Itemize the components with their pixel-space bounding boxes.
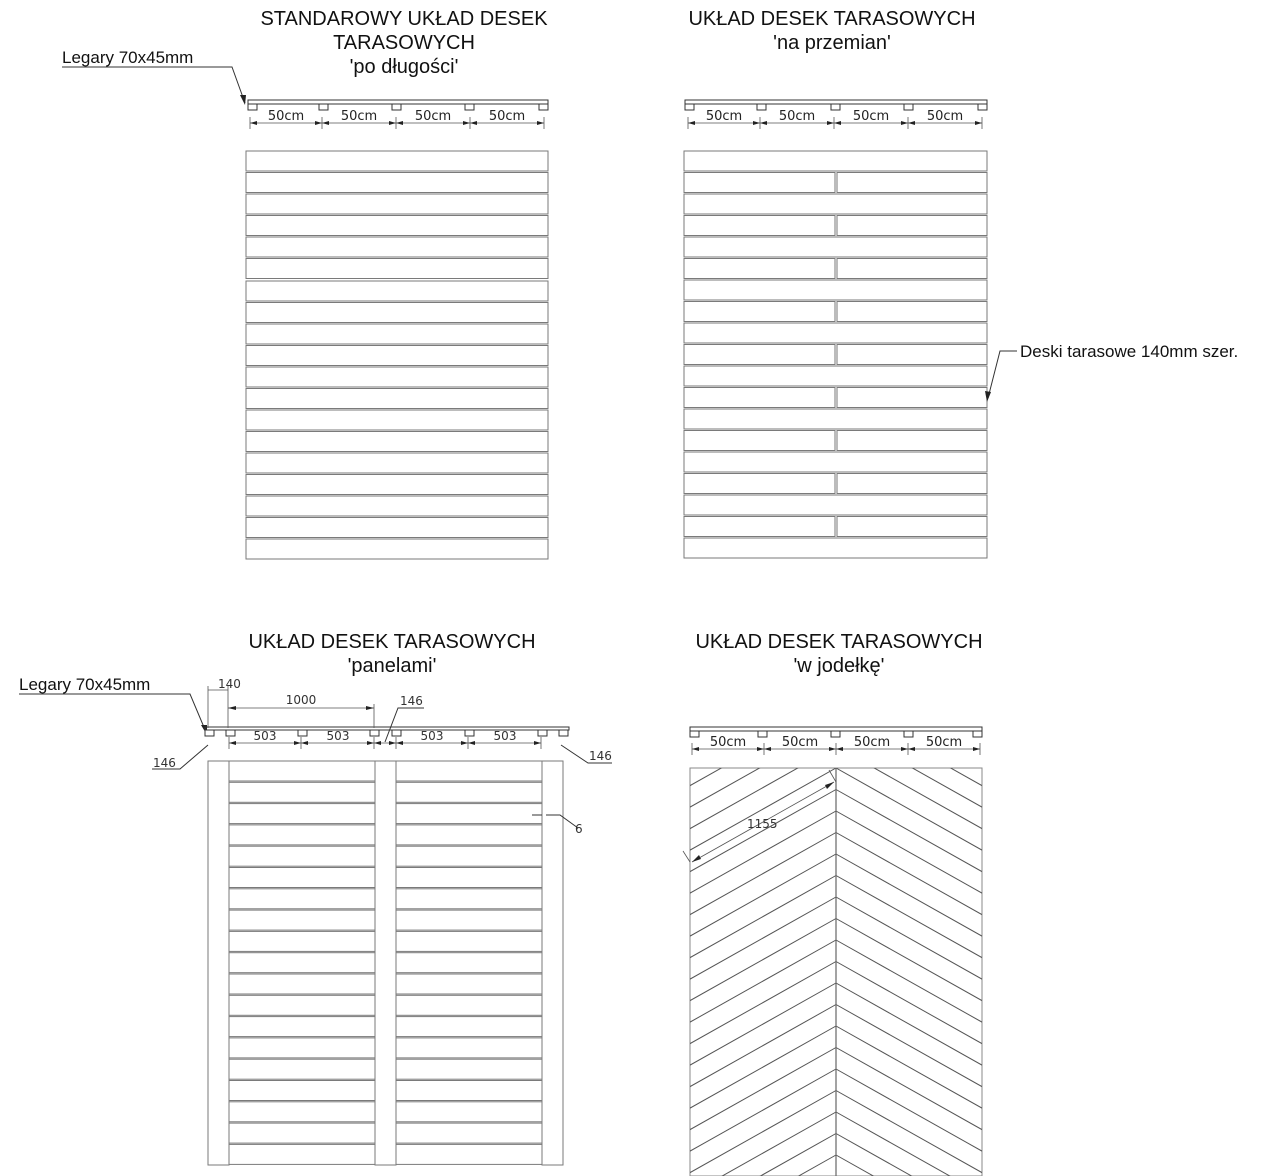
joist-section bbox=[226, 730, 235, 736]
joist-section bbox=[758, 731, 767, 737]
alternating-deck-board-section bbox=[685, 100, 987, 104]
deck-board-half bbox=[684, 259, 835, 279]
deck-board bbox=[246, 389, 548, 409]
deck-board bbox=[246, 281, 548, 301]
dimension-arrowhead bbox=[753, 121, 760, 125]
dimension-arrowhead bbox=[975, 121, 982, 125]
spacing-label: 50cm bbox=[852, 109, 890, 124]
dimension-arrowhead bbox=[367, 741, 374, 745]
deck-board-half bbox=[684, 345, 835, 365]
standard-joist-label: Legary 70x45mm bbox=[62, 48, 194, 67]
deck-board bbox=[229, 953, 375, 973]
herringbone-deck-board-section bbox=[690, 727, 982, 731]
deck-board-half bbox=[684, 216, 835, 236]
standard-joist-leader bbox=[62, 67, 245, 103]
joist-section bbox=[539, 104, 548, 110]
spacing-label: 50cm bbox=[926, 109, 964, 124]
panel-herringbone bbox=[676, 631, 996, 1176]
deck-board bbox=[229, 782, 375, 802]
deck-board-half bbox=[684, 388, 835, 408]
joist-section bbox=[831, 731, 840, 737]
alternating-title-line1: UKŁAD DESEK TARASOWYCH bbox=[688, 8, 976, 30]
panel-frame-board-right bbox=[542, 761, 563, 1165]
deck-board bbox=[246, 432, 548, 452]
dimension-arrowhead bbox=[315, 121, 322, 125]
dimension-arrowhead bbox=[901, 747, 908, 751]
deck-board bbox=[246, 346, 548, 366]
dim-140-text: 140 bbox=[218, 677, 241, 691]
spacing-label: 50cm bbox=[853, 735, 891, 750]
dimension-arrowhead bbox=[829, 747, 836, 751]
deck-board bbox=[229, 1038, 375, 1058]
deck-board bbox=[229, 931, 375, 951]
deck-board bbox=[396, 995, 542, 1015]
deck-board bbox=[396, 1102, 542, 1122]
herringbone-deck-plan bbox=[676, 639, 996, 1176]
dim-1155-text: 1155 bbox=[747, 817, 778, 831]
deck-board-half bbox=[837, 173, 987, 193]
dim-146-left-text: 146 bbox=[153, 756, 176, 770]
deck-board bbox=[246, 324, 548, 344]
dimension-arrowhead bbox=[468, 741, 475, 745]
joist-section bbox=[978, 104, 987, 110]
dimension-arrowhead bbox=[908, 747, 915, 751]
deck-board bbox=[229, 761, 375, 781]
dimension-arrowhead bbox=[301, 741, 308, 745]
dimension-arrowhead bbox=[764, 747, 771, 751]
deck-board bbox=[229, 846, 375, 866]
deck-board bbox=[396, 953, 542, 973]
joist-section bbox=[904, 104, 913, 110]
spacing-label: 50cm bbox=[340, 109, 378, 124]
deck-board bbox=[229, 1081, 375, 1101]
spacing-label: 50cm bbox=[778, 109, 816, 124]
joist-section bbox=[465, 730, 474, 736]
dimension-arrowhead bbox=[537, 121, 544, 125]
spacing-label: 50cm bbox=[705, 109, 743, 124]
joist-section bbox=[559, 730, 568, 736]
deck-board-half bbox=[684, 302, 835, 322]
deck-board bbox=[684, 452, 987, 472]
spacing-label: 503 bbox=[493, 729, 517, 743]
deck-board-half bbox=[837, 259, 987, 279]
deck-board bbox=[396, 782, 542, 802]
deck-board bbox=[246, 151, 548, 171]
dimension-arrowhead bbox=[688, 121, 695, 125]
deck-board bbox=[246, 518, 548, 538]
dimension-arrowhead bbox=[827, 121, 834, 125]
dimension-arrowhead bbox=[229, 741, 236, 745]
panel-alternating bbox=[684, 8, 1238, 558]
deck-board bbox=[229, 1059, 375, 1079]
deck-board bbox=[684, 409, 987, 429]
deck-board bbox=[396, 931, 542, 951]
joist-section bbox=[685, 104, 694, 110]
dimension-arrowhead bbox=[463, 121, 470, 125]
dim-1000-arrow-right bbox=[366, 706, 374, 710]
dimension-arrowhead bbox=[396, 121, 403, 125]
dimension-arrowhead bbox=[973, 747, 980, 751]
dim-146-top-leader bbox=[385, 708, 424, 742]
dimension-arrowhead bbox=[389, 741, 396, 745]
dim-6-text: 6 bbox=[575, 822, 583, 836]
panel-frame-board-middle bbox=[375, 761, 396, 1165]
deck-board bbox=[246, 303, 548, 323]
deck-board bbox=[229, 889, 375, 909]
deck-board-half bbox=[837, 431, 987, 451]
deck-board bbox=[229, 995, 375, 1015]
dimension-arrowhead bbox=[836, 747, 843, 751]
standard-joist-arrowhead bbox=[240, 95, 246, 105]
dimension-arrowhead bbox=[470, 121, 477, 125]
deck-board bbox=[396, 1038, 542, 1058]
deck-board bbox=[229, 1017, 375, 1037]
deck-board bbox=[229, 825, 375, 845]
deck-board bbox=[229, 1144, 375, 1164]
panel-panels bbox=[19, 631, 612, 1165]
alternating-deck-plan bbox=[684, 151, 987, 558]
deck-board bbox=[396, 1081, 542, 1101]
deck-board bbox=[246, 475, 548, 495]
deck-board bbox=[246, 216, 548, 236]
joist-section bbox=[465, 104, 474, 110]
dimension-arrowhead bbox=[250, 121, 257, 125]
joist-section bbox=[538, 730, 547, 736]
panel-standard bbox=[62, 8, 548, 559]
alternating-board-label: Deski tarasowe 140mm szer. bbox=[1020, 342, 1239, 361]
deck-board bbox=[396, 889, 542, 909]
panels-joist-leader bbox=[19, 694, 206, 732]
spacing-label: 50cm bbox=[414, 109, 452, 124]
deck-board bbox=[396, 1059, 542, 1079]
deck-board bbox=[684, 194, 987, 214]
standard-title-line3: 'po długości' bbox=[349, 56, 459, 78]
standard-dimension-line bbox=[250, 109, 544, 129]
deck-board bbox=[229, 1123, 375, 1143]
dimension-arrowhead bbox=[389, 121, 396, 125]
joist-section bbox=[370, 730, 379, 736]
deck-board bbox=[396, 910, 542, 930]
deck-board bbox=[396, 1017, 542, 1037]
joist-section bbox=[205, 730, 214, 736]
panels-title-line2: 'panelami' bbox=[347, 655, 437, 677]
dimension-arrowhead bbox=[322, 121, 329, 125]
deck-board bbox=[684, 237, 987, 257]
deck-board bbox=[684, 323, 987, 343]
dimension-arrowhead bbox=[692, 747, 699, 751]
dim-1000-arrow-left bbox=[228, 706, 236, 710]
deck-board bbox=[229, 910, 375, 930]
joist-section bbox=[757, 104, 766, 110]
deck-board bbox=[396, 846, 542, 866]
dim-1000-text: 1000 bbox=[285, 693, 317, 707]
alternating-board-leader bbox=[988, 351, 1017, 398]
dimension-arrowhead bbox=[374, 741, 381, 745]
spacing-label: 50cm bbox=[709, 735, 747, 750]
dim-146-right-text: 146 bbox=[589, 749, 612, 763]
herringbone-title-line1: UKŁAD DESEK TARASOWYCH bbox=[695, 631, 983, 653]
deck-board bbox=[229, 804, 375, 824]
deck-board-half bbox=[837, 517, 987, 537]
deck-board bbox=[684, 366, 987, 386]
standard-deck-plan bbox=[246, 151, 548, 559]
spacing-label: 503 bbox=[420, 729, 444, 743]
dimension-arrowhead bbox=[294, 741, 301, 745]
dim-146-top-text: 146 bbox=[400, 694, 423, 708]
dimension-arrowhead bbox=[461, 741, 468, 745]
deck-board bbox=[229, 974, 375, 994]
deck-board bbox=[246, 453, 548, 473]
deck-board bbox=[246, 173, 548, 193]
deck-board bbox=[684, 538, 987, 558]
dim-1155-ext-a bbox=[683, 851, 690, 862]
joist-section bbox=[248, 104, 257, 110]
deck-board-half bbox=[684, 517, 835, 537]
deck-board-half bbox=[684, 431, 835, 451]
deck-board bbox=[684, 495, 987, 515]
spacing-label: 50cm bbox=[488, 109, 526, 124]
deck-board bbox=[684, 151, 987, 171]
deck-board-half bbox=[837, 474, 987, 494]
deck-board-half bbox=[837, 345, 987, 365]
deck-board bbox=[246, 496, 548, 516]
joist-section bbox=[831, 104, 840, 110]
dimension-arrowhead bbox=[834, 121, 841, 125]
deck-board bbox=[684, 280, 987, 300]
deck-board bbox=[396, 804, 542, 824]
deck-board bbox=[396, 868, 542, 888]
panel-frame-board-left bbox=[208, 761, 229, 1165]
deck-board bbox=[396, 974, 542, 994]
joist-section bbox=[973, 731, 982, 737]
deck-board bbox=[246, 539, 548, 559]
deck-board-half bbox=[837, 302, 987, 322]
joist-section bbox=[319, 104, 328, 110]
standard-deck-board-section bbox=[248, 100, 548, 104]
joist-section bbox=[392, 730, 401, 736]
dimension-arrowhead bbox=[901, 121, 908, 125]
panels-title-line1: UKŁAD DESEK TARASOWYCH bbox=[248, 631, 536, 653]
deck-board bbox=[246, 237, 548, 257]
joist-section bbox=[392, 104, 401, 110]
dimension-arrowhead bbox=[908, 121, 915, 125]
panels-dimension-line bbox=[229, 729, 541, 749]
alternating-title-line2: 'na przemian' bbox=[773, 32, 891, 54]
deck-board bbox=[396, 761, 542, 781]
dimension-arrowhead bbox=[534, 741, 541, 745]
joist-section bbox=[904, 731, 913, 737]
dimension-arrowhead bbox=[757, 747, 764, 751]
deck-board-half bbox=[837, 388, 987, 408]
deck-board-half bbox=[684, 474, 835, 494]
deck-board bbox=[396, 1144, 542, 1164]
dimension-arrowhead bbox=[396, 741, 403, 745]
alternating-dimension-line bbox=[688, 109, 982, 129]
deck-board bbox=[396, 825, 542, 845]
deck-board bbox=[396, 1123, 542, 1143]
standard-title-line2: TARASOWYCH bbox=[333, 32, 475, 54]
joist-section bbox=[298, 730, 307, 736]
standard-title-line1: STANDAROWY UKŁAD DESEK bbox=[260, 8, 548, 30]
deck-board bbox=[246, 259, 548, 279]
panels-joist-label: Legary 70x45mm bbox=[19, 675, 151, 694]
dimension-arrowhead bbox=[760, 121, 767, 125]
spacing-label: 503 bbox=[253, 729, 277, 743]
deck-board bbox=[246, 367, 548, 387]
deck-board-half bbox=[837, 216, 987, 236]
deck-board bbox=[246, 194, 548, 214]
panels-deck-plan bbox=[208, 761, 563, 1165]
deck-board bbox=[246, 410, 548, 430]
spacing-label: 503 bbox=[326, 729, 350, 743]
herringbone-title-line2: 'w jodełkę' bbox=[793, 655, 885, 677]
joist-section bbox=[690, 731, 699, 737]
spacing-label: 50cm bbox=[925, 735, 963, 750]
spacing-label: 50cm bbox=[267, 109, 305, 124]
deck-board bbox=[229, 1102, 375, 1122]
spacing-label: 50cm bbox=[781, 735, 819, 750]
herringbone-dimension-line bbox=[692, 735, 980, 755]
deck-board bbox=[229, 868, 375, 888]
deck-board-half bbox=[684, 173, 835, 193]
